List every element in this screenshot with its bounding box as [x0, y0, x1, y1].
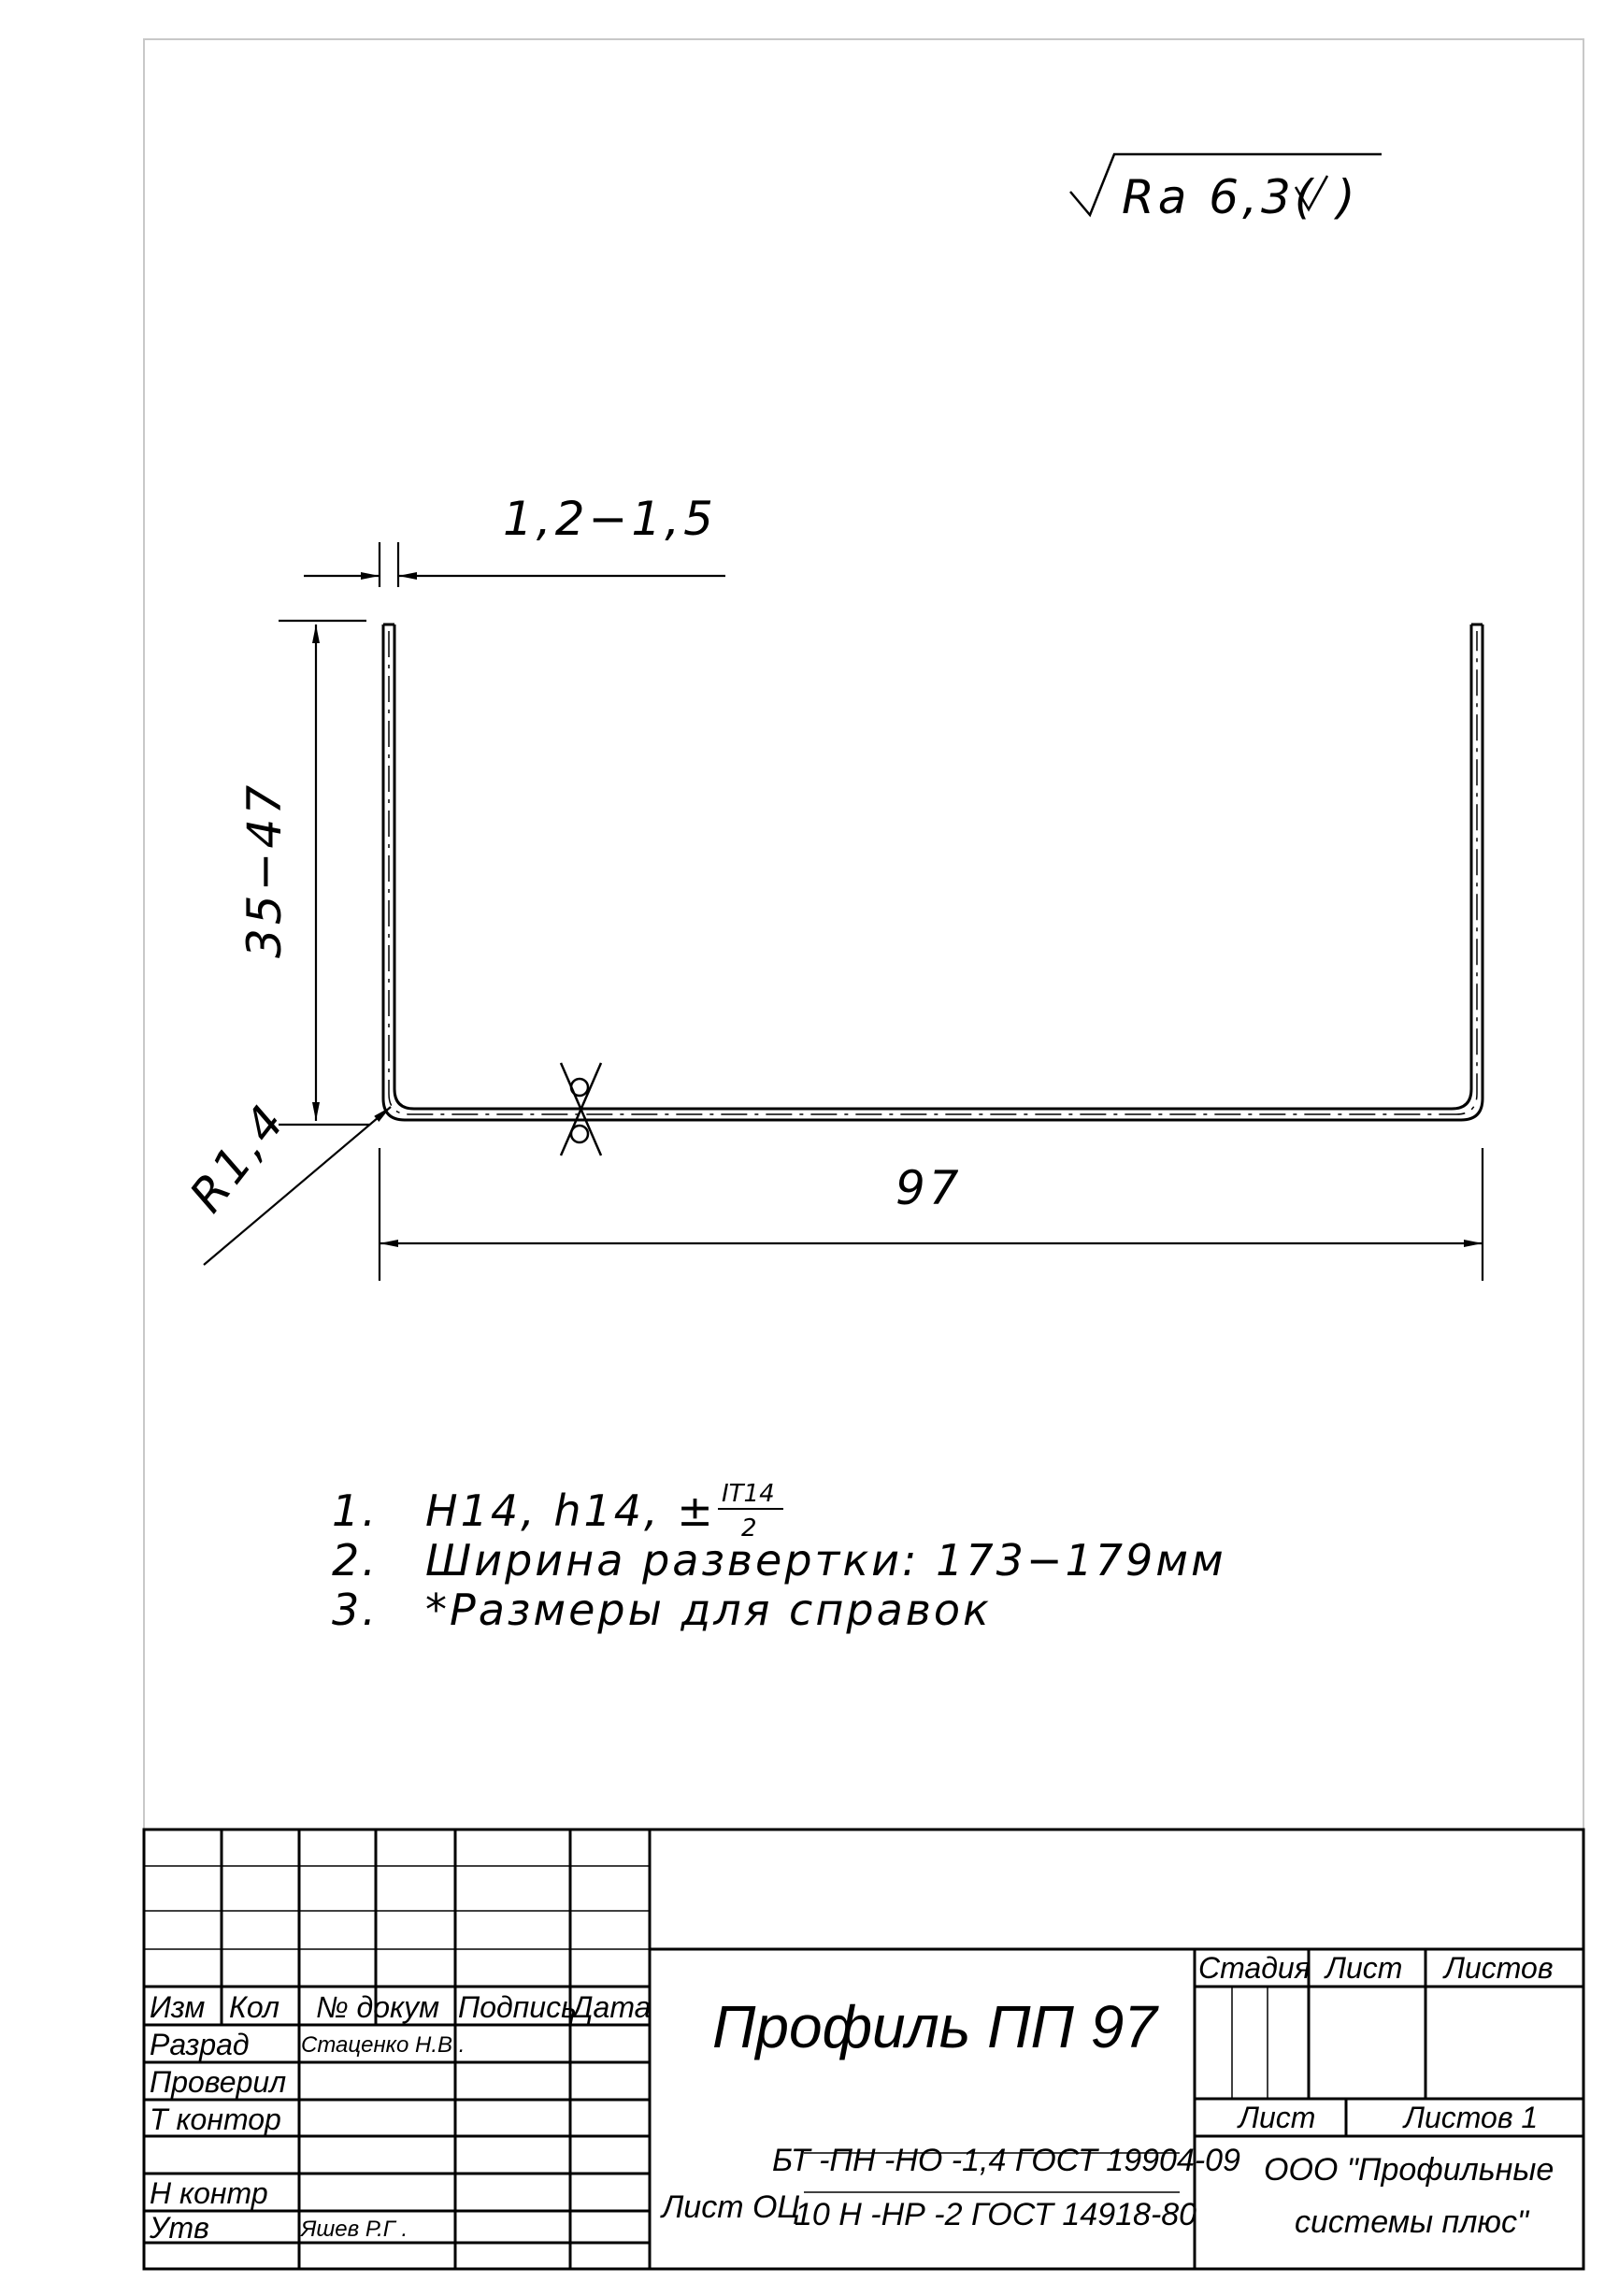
header-doc: № докум — [316, 1990, 440, 2024]
role-razrab: Разрад — [150, 2028, 250, 2061]
stage-label: Стадия — [1198, 1951, 1311, 1985]
material-top: БТ -ПН -НО -1,4 ГОСТ 19904-09 — [772, 2143, 1240, 2178]
header-date: Дата — [572, 1990, 652, 2024]
sheets-total: Листов 1 — [1404, 2101, 1539, 2134]
note-1-fraction-bottom: 2 — [741, 1514, 757, 1543]
height-value: 35−47 — [237, 781, 292, 958]
title-block — [144, 1830, 1583, 2269]
company-line-1: ООО "Профильные — [1264, 2152, 1555, 2188]
thickness-value: 1,2−1,5 — [503, 492, 717, 546]
role-tkontr: Т контор — [150, 2102, 281, 2136]
note-2-text: Ширина развертки: 173−179мм — [425, 1535, 1226, 1586]
profile-shape — [383, 624, 1483, 1120]
thickness-dimension — [304, 542, 725, 587]
note-1-text: H14, h14, ± — [425, 1485, 716, 1536]
note-1-number: 1. — [332, 1485, 379, 1536]
name-razrab: Стаценко Н.В . — [301, 2032, 466, 2058]
note-3-number: 3. — [332, 1585, 379, 1635]
name-utv: Яшев Р.Г . — [301, 2217, 408, 2242]
drawing-title: Профиль ПП 97 — [712, 1993, 1157, 2060]
role-nkontr: Н контр — [150, 2176, 268, 2210]
technical-notes — [332, 1480, 1226, 1635]
header-kol: Кол — [229, 1990, 279, 2024]
sheet-frame — [144, 39, 1583, 2269]
height-dimension — [279, 621, 369, 1125]
material-prefix: Лист ОЦ — [662, 2189, 801, 2225]
roughness-label: Ra 6,3( — [1122, 170, 1317, 224]
header-sign: Подпись — [458, 1990, 577, 2024]
note-3-text: *Размеры для справок — [425, 1585, 992, 1635]
note-2-number: 2. — [332, 1535, 379, 1586]
header-izm: Изм — [150, 1990, 206, 2024]
radius-value: R1,4 — [179, 1093, 297, 1223]
width-value: 97 — [895, 1161, 963, 1215]
company-line-2: системы плюс" — [1295, 2204, 1529, 2240]
roughness-tail: ) — [1337, 170, 1355, 224]
role-utv: Утв — [150, 2211, 209, 2245]
sheets-label: Листов — [1444, 1951, 1554, 1985]
roughness-symbol — [1070, 154, 1382, 224]
sheet-label-2: Лист — [1239, 2101, 1316, 2134]
role-proveril: Проверил — [150, 2065, 287, 2099]
note-1-fraction-top: IT14 — [722, 1480, 775, 1508]
sheet-label: Лист — [1325, 1951, 1403, 1985]
material-bottom: 10 Н -НР -2 ГОСТ 14918-80 — [795, 2197, 1197, 2232]
